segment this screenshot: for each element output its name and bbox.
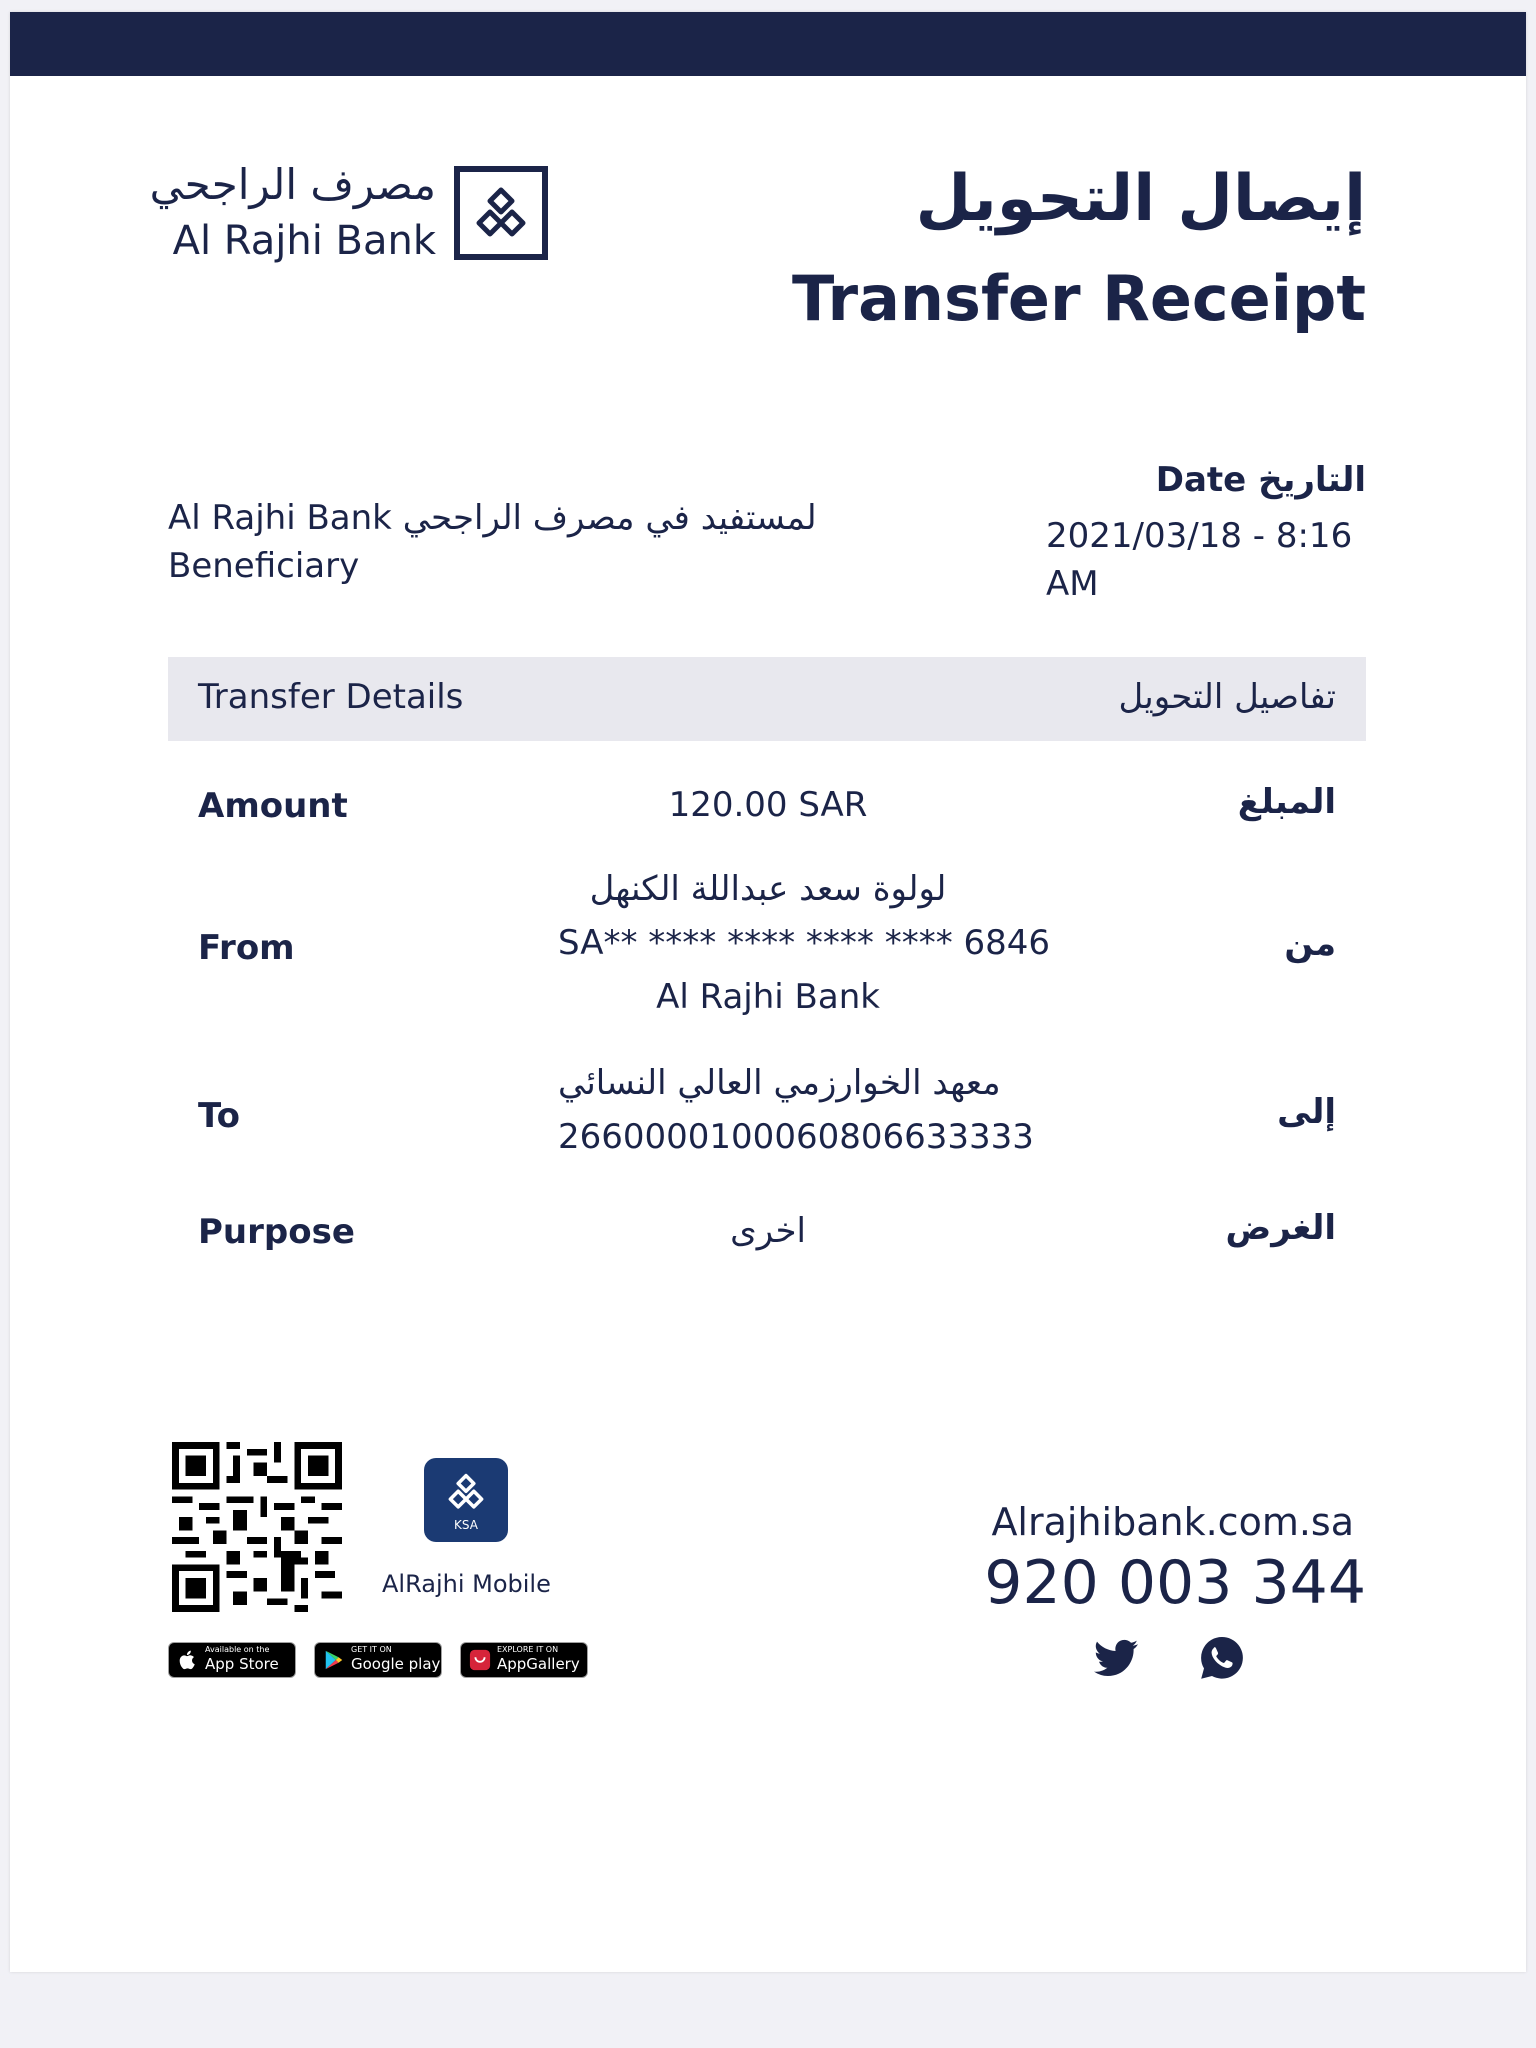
receipt-page xyxy=(10,12,1526,1972)
to-label-arabic: إلى xyxy=(1277,1092,1336,1132)
huawei-icon xyxy=(469,1649,491,1671)
app-gallery-badge[interactable] xyxy=(460,1642,588,1678)
title-english: Transfer Receipt xyxy=(792,262,1366,335)
brand-name-english: Al Rajhi Bank xyxy=(172,218,436,264)
from-label-arabic: من xyxy=(1284,924,1336,964)
date-label: Date التاريخ xyxy=(1155,460,1366,500)
date-value: 2021/03/18 - 8:16 AM xyxy=(1046,516,1353,604)
to-name: معهد الخوارزمي العالي النسائي xyxy=(558,1063,1001,1103)
app-store-small-text: Available on the xyxy=(205,1645,270,1654)
title-arabic: إيصال التحويل xyxy=(915,162,1366,236)
to-label-english: To xyxy=(198,1096,241,1136)
app-badge-text: KSA xyxy=(454,1518,478,1532)
google-play-badge[interactable] xyxy=(314,1642,442,1678)
amount-value: 120.00 SAR xyxy=(668,785,868,825)
brand-name-arabic: مصرف الراجحي xyxy=(149,160,436,209)
transfer-details-header xyxy=(168,657,1366,741)
app-store-big-text: App Store xyxy=(205,1655,279,1673)
purpose-label-english: Purpose xyxy=(198,1212,355,1252)
brand xyxy=(149,152,548,272)
website-link[interactable]: Alrajhibank.com.sa xyxy=(991,1500,1354,1544)
from-name: لولوة سعد عبداللة الكنهل xyxy=(589,869,947,909)
top-bar xyxy=(10,12,1526,76)
to-account: 2660000100060806633333 xyxy=(558,1117,1034,1157)
google-play-icon xyxy=(323,1649,345,1671)
phone-number[interactable]: 920 003 344 xyxy=(984,1548,1366,1618)
from-account: SA** **** **** **** **** 6846 xyxy=(558,923,1051,963)
amount-label-arabic: المبلغ xyxy=(1237,782,1336,822)
beneficiary-info xyxy=(168,494,868,590)
date-block xyxy=(1046,460,1366,608)
app-store-badge[interactable] xyxy=(168,1642,296,1678)
app-gallery-big-text: AppGallery xyxy=(497,1655,580,1673)
to-value xyxy=(558,1056,1034,1164)
transfer-details-title-english: Transfer Details xyxy=(198,677,464,717)
whatsapp-icon[interactable] xyxy=(1198,1634,1246,1682)
app-name: AlRajhi Mobile xyxy=(382,1570,551,1598)
amount-label-english: Amount xyxy=(198,786,348,826)
from-bank: Al Rajhi Bank xyxy=(656,977,880,1017)
purpose-value: اخرى xyxy=(730,1211,806,1251)
alrajhi-mobile-app-icon[interactable] xyxy=(424,1458,508,1542)
google-play-big-text: Google play xyxy=(351,1655,441,1673)
al-rajhi-logo-icon xyxy=(454,166,548,260)
beneficiary-line-2: Beneficiary xyxy=(168,546,360,586)
apple-icon xyxy=(177,1649,199,1671)
transfer-details-title-arabic: تفاصيل التحويل xyxy=(1118,677,1336,717)
purpose-label-arabic: الغرض xyxy=(1225,1208,1336,1248)
beneficiary-line-1: Al Rajhi Bank لمستفيد في مصرف الراجحي xyxy=(168,498,817,538)
google-play-small-text: GET IT ON xyxy=(351,1645,392,1654)
from-value xyxy=(558,862,1051,1024)
qr-code-icon xyxy=(172,1442,342,1612)
app-gallery-small-text: EXPLORE IT ON xyxy=(497,1645,559,1654)
from-label-english: From xyxy=(198,928,295,968)
twitter-icon[interactable] xyxy=(1092,1634,1140,1682)
